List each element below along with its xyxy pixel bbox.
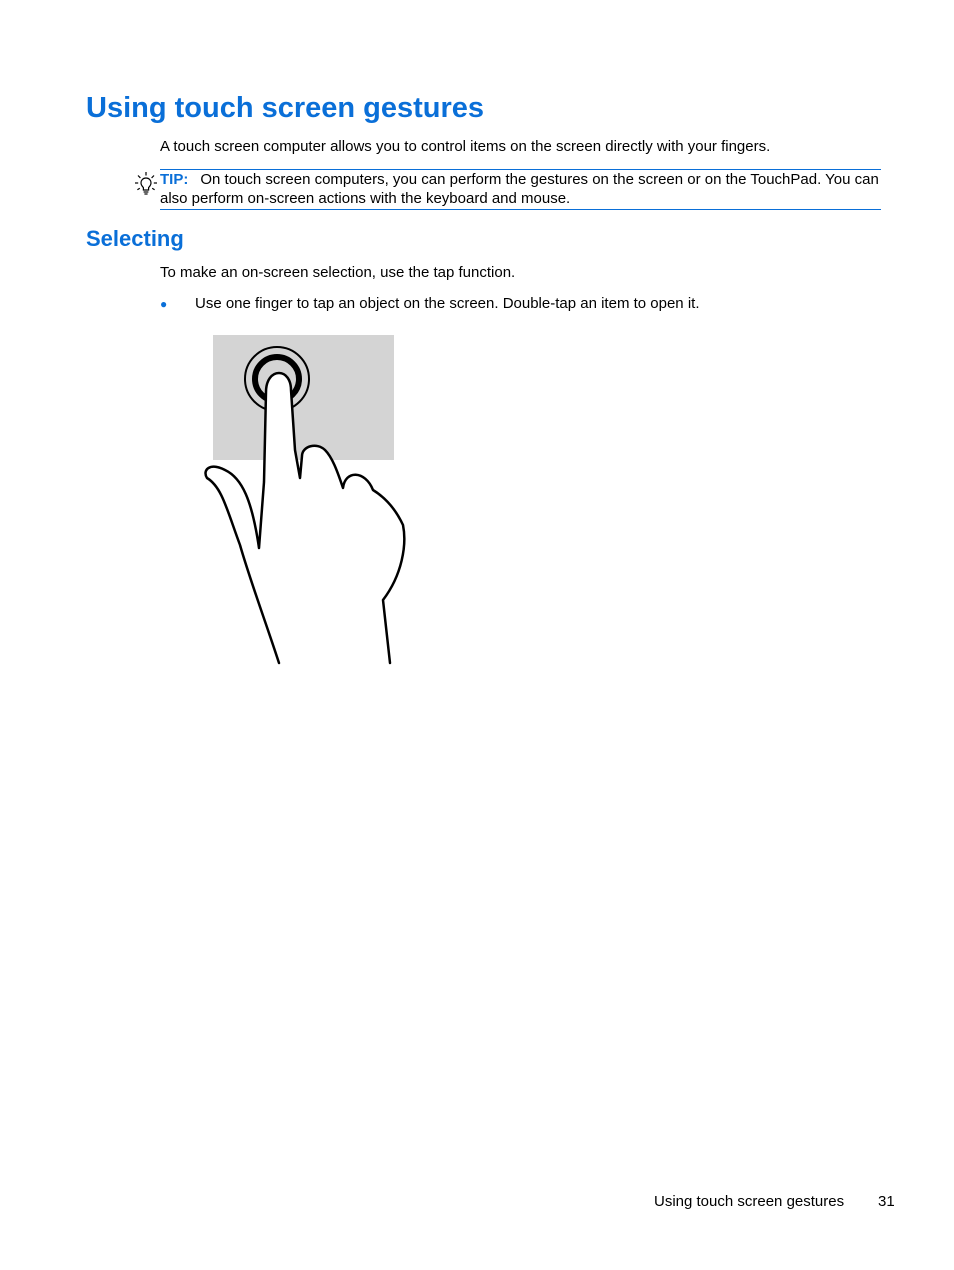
bullet-icon: ● [160,297,168,311]
tip-label: TIP: [160,171,189,188]
tip-box [160,169,881,210]
page-title: Using touch screen gestures [86,92,485,124]
footer-section-title: Using touch screen gestures [654,1193,845,1210]
tip-text: On touch screen computers, you can perform the gestures on the screen or on the TouchPad. You can also perform on-screen actions with the keyboard and mouse. [160,171,879,207]
page-number: 31 [878,1193,895,1210]
section-paragraph: To make an on-screen selection, use the tap function. [160,264,516,281]
tap-gesture-icon [200,330,410,670]
list-item-text: Use one finger to tap an object on the screen. Double-tap an item to open it. [195,295,700,312]
section-title: Selecting [86,226,184,251]
lightbulb-icon [134,171,158,197]
intro-paragraph: A touch screen computer allows you to control items on the screen directly with your fingers. [160,138,771,155]
